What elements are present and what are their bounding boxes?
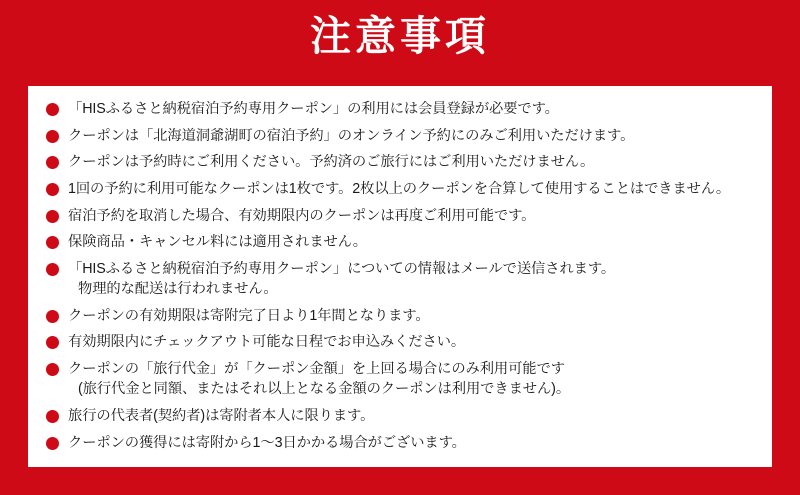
- bullet-icon: [46, 336, 59, 349]
- list-item: [46, 127, 758, 146]
- note-text: クーポンは予約時にご利用ください。予約済のご旅行にはご利用いただけません。: [68, 154, 595, 171]
- bullet-icon: [46, 183, 59, 196]
- note-text: 「HISふるさと納税宿泊予約専用クーポン」の利用には会員登録が必要です。: [68, 101, 559, 117]
- bullet-icon: [46, 103, 59, 116]
- notes-list: [46, 100, 758, 453]
- notes-panel: [28, 86, 772, 467]
- bullet-icon: [46, 236, 59, 249]
- list-item: [46, 407, 758, 426]
- bullet-icon: [46, 410, 59, 423]
- note-text: 「HISふるさと納税宿泊予約専用クーポン」についての情報はメールで送信されます。: [68, 260, 616, 277]
- note-text: 旅行の代表者(契約者)は寄附者本人に限ります。: [68, 407, 375, 424]
- bullet-icon: [46, 437, 59, 450]
- note-text: 有効期限内にチェックアウト可能な日程でお申込みください。: [68, 334, 466, 351]
- note-text: クーポンの獲得には寄附から1〜3日かかる場合がございます。: [68, 434, 466, 451]
- note-text: 宿泊予約を取消した場合、有効期限内のクーポンは再度ご利用可能です。: [68, 207, 536, 224]
- list-item: [46, 434, 758, 453]
- list-item: [46, 360, 758, 399]
- note-text: クーポンの「旅行代金」が「クーポン金額」を上回る場合にのみ利用可能です: [68, 361, 565, 378]
- list-item: [46, 207, 758, 226]
- list-item: [46, 233, 758, 252]
- note-text-continued: (旅行代金と同額、またはそれ以上となる金額のクーポンは利用できません)。: [78, 381, 571, 398]
- list-item: [46, 100, 758, 119]
- note-text: クーポンは「北海道洞爺湖町の宿泊予約」のオンライン予約にのみご利用いただけます。: [68, 127, 635, 144]
- note-text-continued: 物理的な配送は行われません。: [78, 281, 278, 298]
- bullet-icon: [46, 210, 59, 223]
- note-text: 保険商品・キャンセル料には適用されません。: [68, 234, 367, 251]
- list-item: [46, 153, 758, 172]
- bullet-icon: [46, 363, 59, 376]
- bullet-icon: [46, 156, 59, 169]
- bullet-icon: [46, 263, 59, 276]
- list-item: [46, 180, 758, 199]
- list-item: [46, 307, 758, 326]
- bullet-icon: [46, 130, 59, 143]
- note-text: クーポンの有効期限は寄附完了日より1年間となります。: [68, 307, 430, 324]
- list-item: [46, 333, 758, 352]
- note-text: 1回の予約に利用可能なクーポンは1枚です。2枚以上のクーポンを合算して使用することはできません。: [68, 180, 731, 197]
- bullet-icon: [46, 310, 59, 323]
- list-item: [46, 260, 758, 299]
- page-title: 注意事項: [310, 13, 490, 59]
